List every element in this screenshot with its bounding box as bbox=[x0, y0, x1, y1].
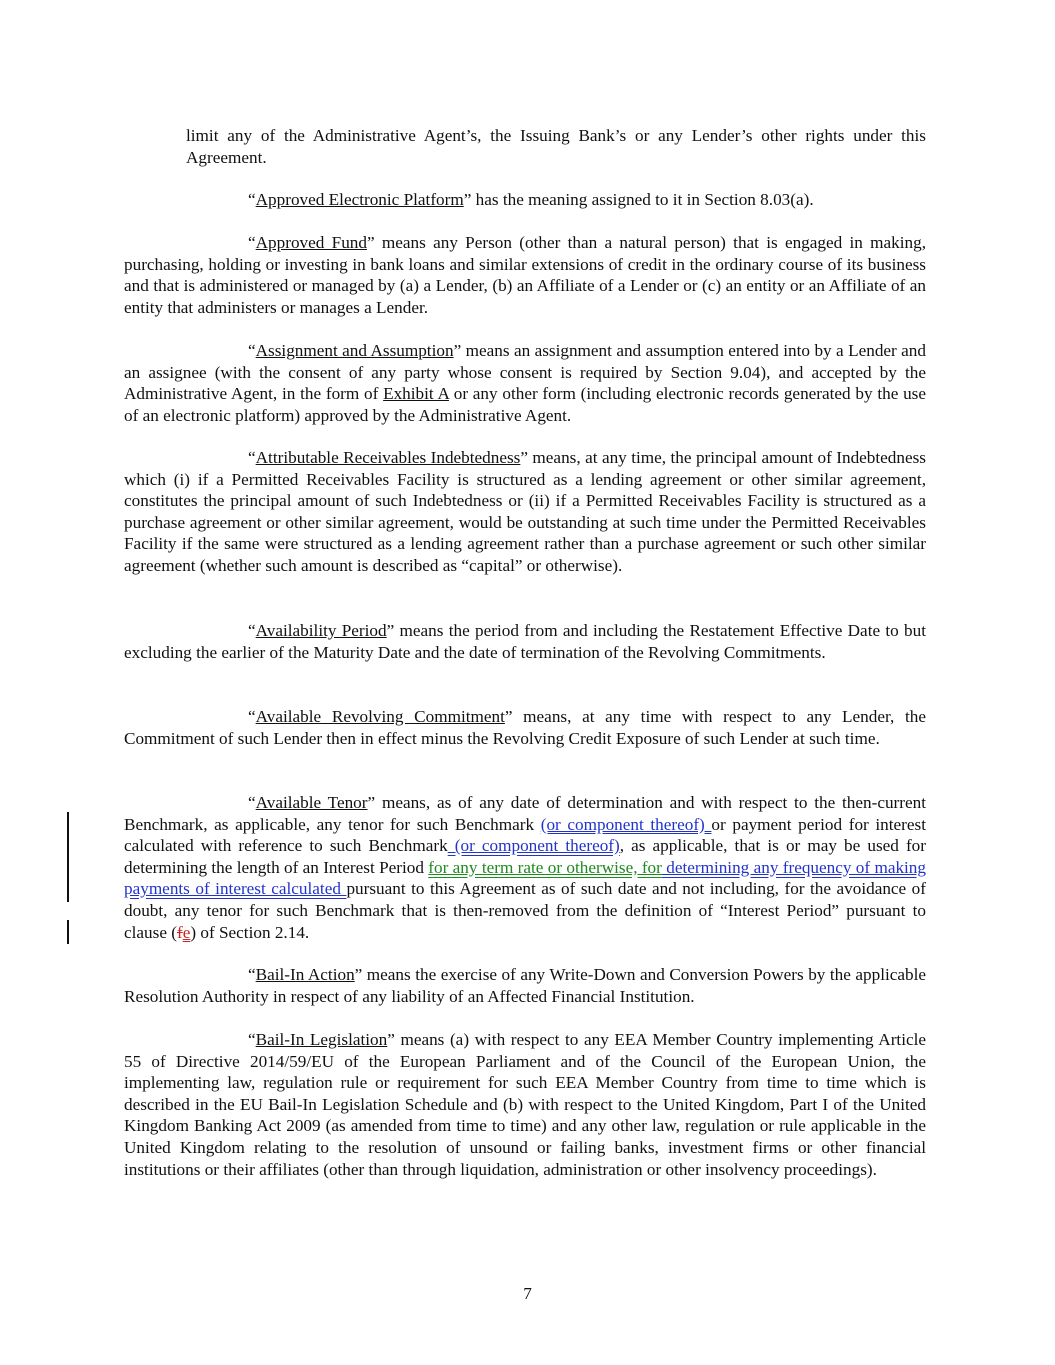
definition-bail-in-action: “Bail-In Action” means the exercise of any Write-Down and Conversion Powers by the applicable Resolution Authority in respect of any liability of an Affected Financial Institution. bbox=[124, 965, 927, 1006]
defined-term: Available Tenor bbox=[255, 793, 368, 812]
exhibit-reference: Exhibit A bbox=[383, 384, 449, 404]
definition-available-revolving-commitment: “Available Revolving Commitment” means, at any time with respect to any Lender, the Commitment of such Lender then in effect minus the Revolving Credit Exposure of such Lender at such time. bbox=[124, 707, 926, 748]
definition-available-tenor: “Available Tenor” means, as of any date of determination and with respect to the then-current Benchmark, as applicable, any tenor for such Benchmark (or component thereof) or payment period for interest calculated with reference to such Benchmark (or component thereof), as applicable, that is or may be used for determining the length of an Interest Period for any term rate or otherwise, for determining any frequency of making payments of interest calculated pursuant to this Agreement as of such date and not including, for the avoidance of doubt, any tenor for such Benchmark that is then-removed from the definition of “Interest Period” pursuant to clause (fe) of Section 2.14. bbox=[124, 793, 927, 942]
defined-term: Availability Period bbox=[255, 621, 387, 640]
definition-assignment-and-assumption: “Assignment and Assumption” means an assignment and assumption entered into by a Lender and an assignee (with the consent of any party whose consent is required by Section 9.04), and accepted by the Administrative Agent, in the form of Exhibit A or any other form (including electronic records generated by the use of an electronic platform) approved by the Administrative Agent. bbox=[124, 341, 926, 425]
defined-term: Available Revolving Commitment bbox=[255, 707, 505, 726]
definition-availability-period: “Availability Period” means the period from and including the Restatement Effective Date to but excluding the earlier of the Maturity Date and the date of termination of the Revolving Commitments. bbox=[124, 621, 926, 662]
defined-term: Approved Electronic Platform bbox=[255, 190, 464, 209]
defined-term: Approved Fund bbox=[255, 233, 367, 252]
defined-term: Attributable Receivables Indebtedness bbox=[255, 448, 521, 467]
tracked-insertion: (or component thereof) bbox=[447, 836, 620, 856]
definition-approved-fund: “Approved Fund” means any Person (other than a natural person) that is engaged in making, purchasing, holding or investing in bank loans and similar extensions of credit in the ordinary course of its business and that is administered or managed by (a) a Lender, (b) an Affiliate of a Lender or (c) an entity or an Affiliate of an entity that administers or manages a Lender. bbox=[124, 233, 926, 317]
tracked-insertion: (or component thereof) bbox=[540, 814, 712, 834]
definition-attributable-receivables-indebtedness: “Attributable Receivables Indebtedness” means, at any time, the principal amount of Indebtedness which (i) if a Permitted Receivables Facility is structured as a lending agreement or other similar agreement, constitutes the principal amount of such Indebtedness or (ii) if a Permitted Receivables Facility is structured as a purchase agreement or other similar agreement, would be outstanding at such time under the Permitted Receivables Facility if the same were structured as a lending agreement rather than a purchase agreement or such other similar agreement (whether such amount is described as “capital” or otherwise). bbox=[124, 448, 926, 575]
defined-term: Assignment and Assumption bbox=[255, 341, 454, 360]
change-bar bbox=[67, 920, 69, 944]
change-bar bbox=[67, 812, 69, 902]
tracked-insertion: determining any frequency of making payments of interest calculated bbox=[124, 857, 926, 899]
tracked-insertion: e bbox=[182, 922, 191, 942]
continuation-paragraph: limit any of the Administrative Agent’s, the Issuing Bank’s or any Lender’s other rights under this Agreement. bbox=[186, 126, 926, 167]
tracked-insertion: for any term rate or otherwise, for bbox=[428, 857, 662, 877]
defined-term: Bail-In Action bbox=[255, 965, 355, 984]
defined-term: Bail-In Legislation bbox=[255, 1030, 388, 1049]
definition-bail-in-legislation: “Bail-In Legislation” means (a) with respect to any EEA Member Country implementing Article 55 of Directive 2014/59/EU of the European Parliament and of the Council of the European Union, the implementing law, regulation rule or requirement for such EEA Member Country from time to time which is described in the EU Bail-In Legislation Schedule and (b) with respect to the United Kingdom, Part I of the United Kingdom Banking Act 2009 (as amended from time to time) and any other law, regulation or rule applicable in the United Kingdom relating to the resolution of unsound or failing banks, investment firms or other financial institutions or their affiliates (other than through liquidation, administration or other insolvency proceedings). bbox=[124, 1030, 926, 1179]
definition-approved-electronic-platform: “Approved Electronic Platform” has the meaning assigned to it in Section 8.03(a). bbox=[248, 190, 814, 209]
tracked-deletion: f bbox=[176, 922, 183, 942]
page-number: 7 bbox=[523, 1284, 532, 1303]
